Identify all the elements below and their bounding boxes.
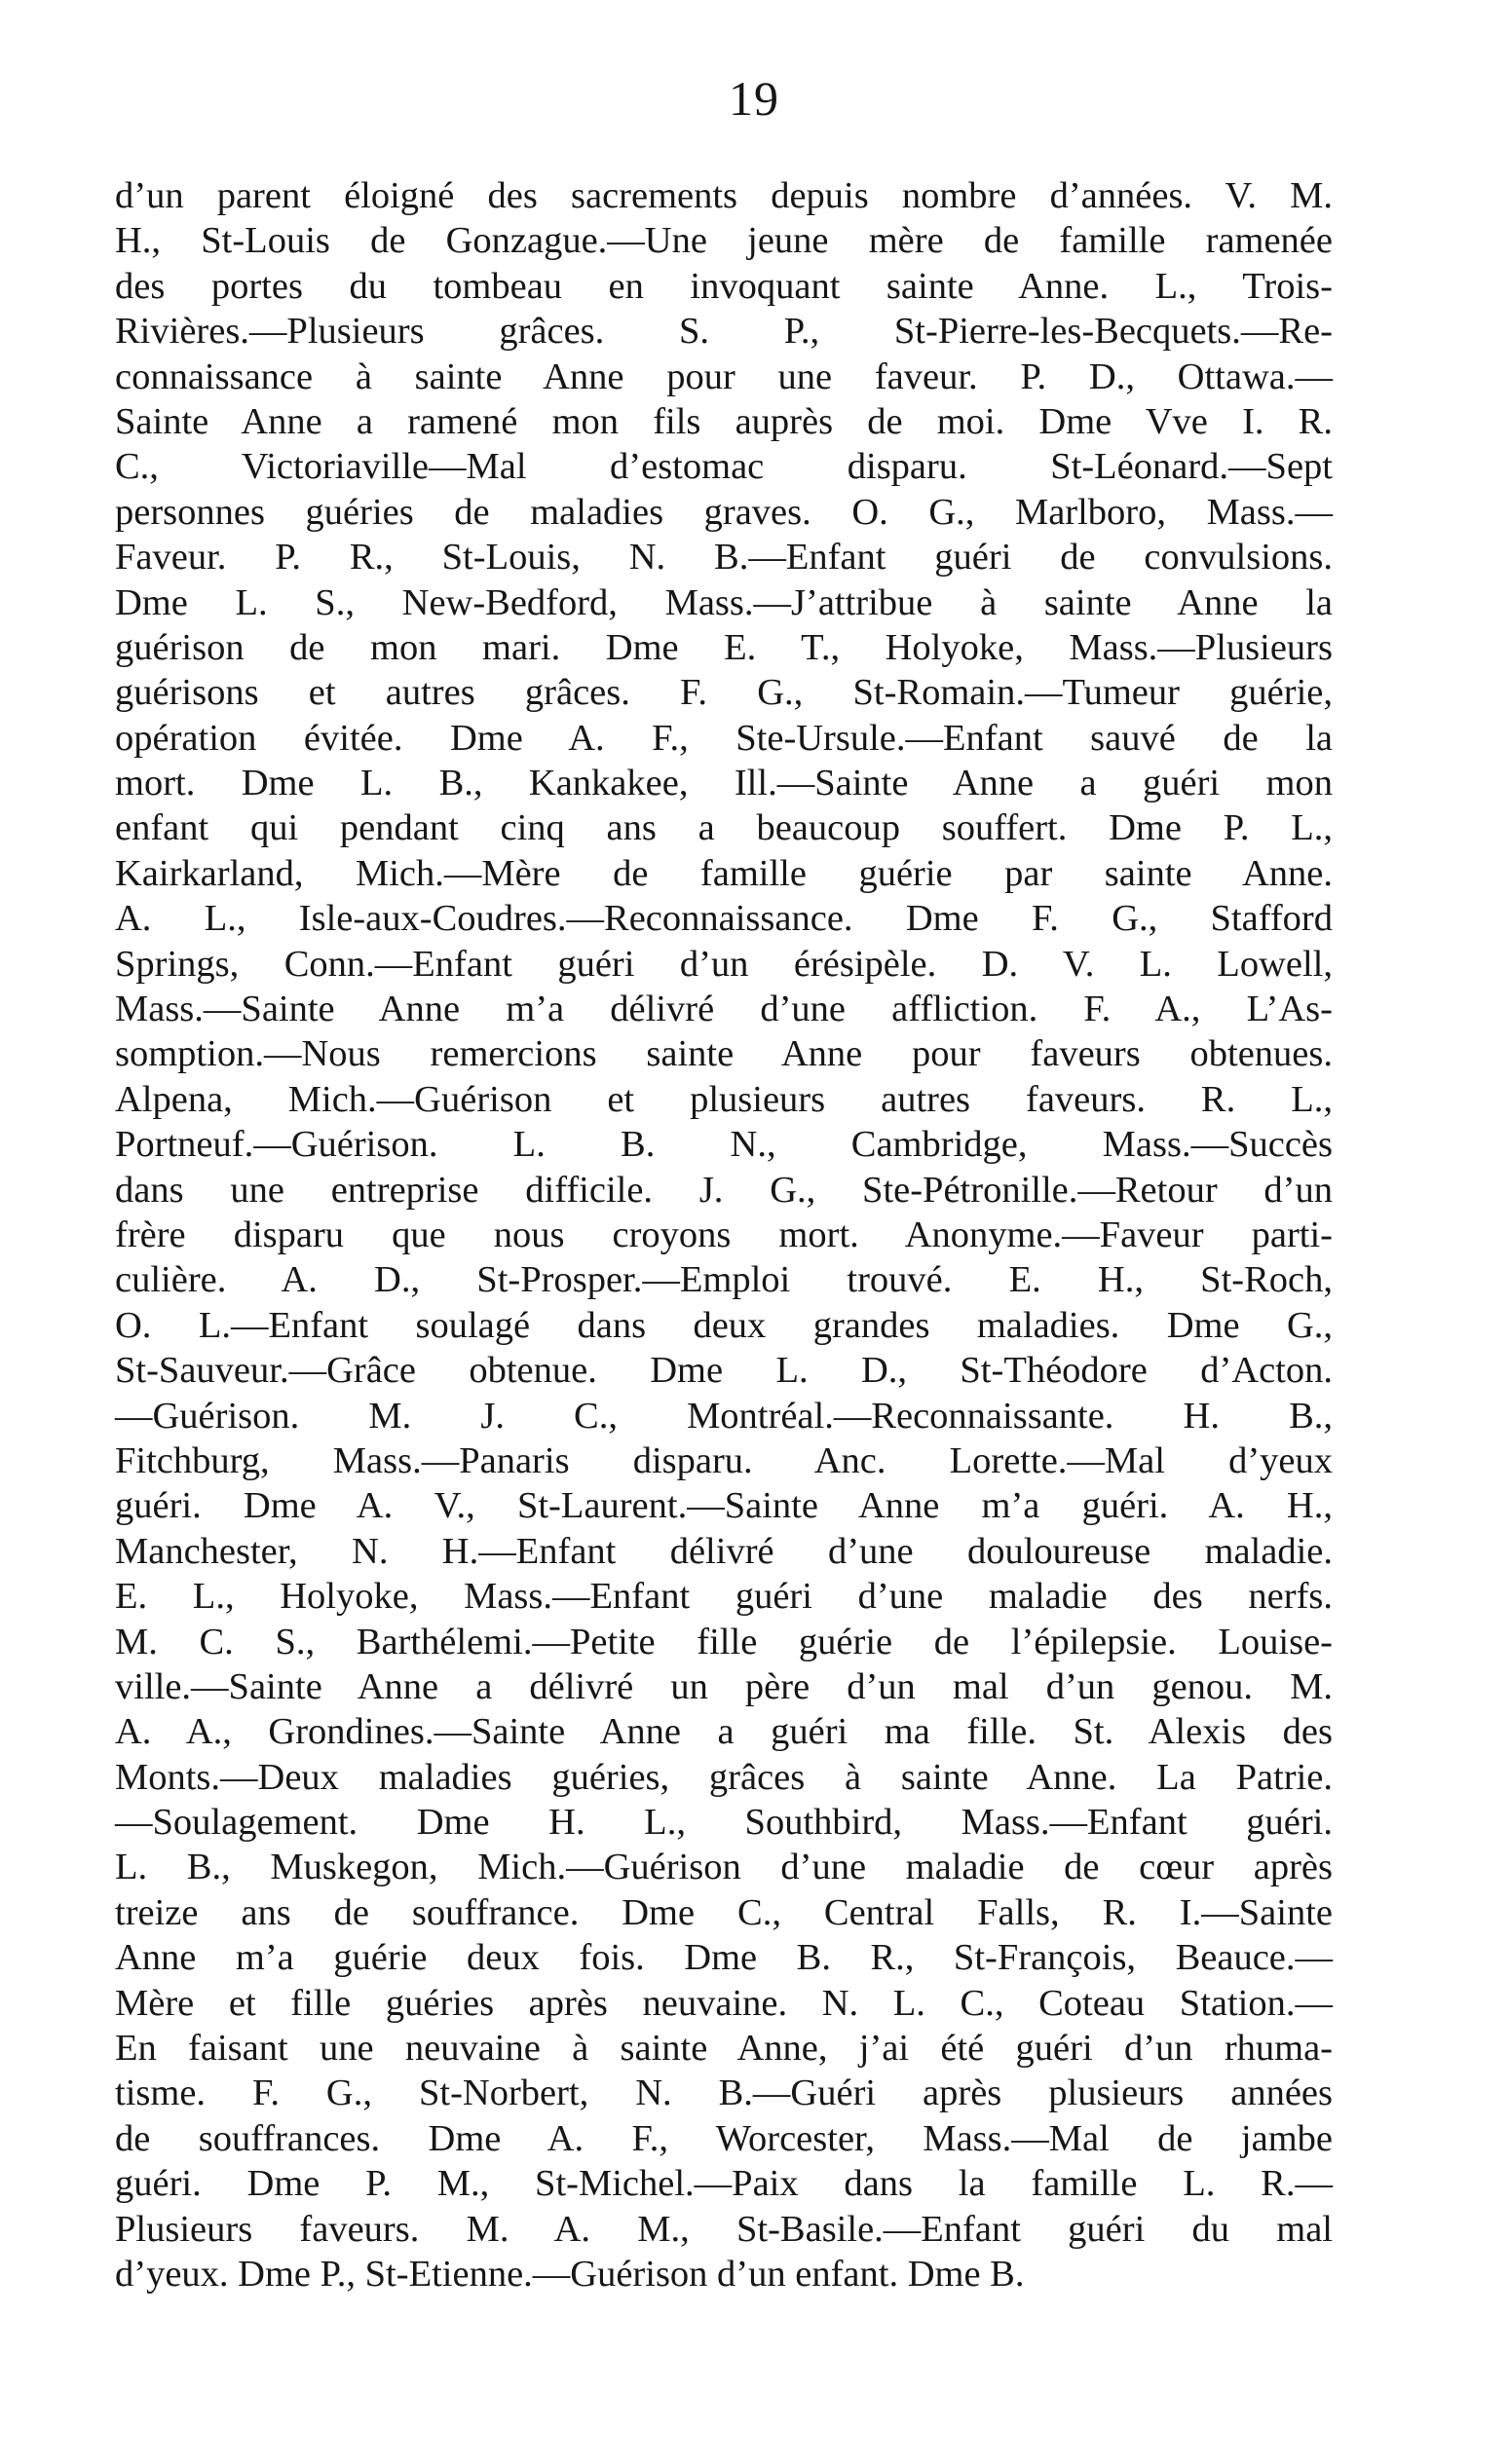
text-line: Portneuf.—Guérison. L. B. N., Cambridge, Mass.—Succès — [115, 1124, 1333, 1166]
text-line: Mass.—Sainte Anne m’a délivré d’une affliction. F. A., L’As- — [115, 989, 1333, 1030]
text-line: M. C. S., Barthélemi.—Petite fille guérie de l’épilepsie. Louise- — [115, 1621, 1333, 1662]
text-line: guérisons et autres grâces. F. G., St-Romain.—Tumeur guérie, — [115, 672, 1333, 714]
text-line: Rivières.—Plusieurs grâces. S. P., St-Pierre-les-Becquets.—Re- — [115, 311, 1333, 353]
text-line: Dme L. S., New-Bedford, Mass.—J’attribue à sainte Anne la — [115, 581, 1333, 623]
text-line: A. A., Grondines.—Sainte Anne a guéri ma fille. St. Alexis des — [115, 1711, 1333, 1753]
text-line: Kairkarland, Mich.—Mère de famille guérie par sainte Anne. — [115, 852, 1333, 894]
text-line: Manchester, N. H.—Enfant délivré d’une douloureuse maladie. — [115, 1530, 1333, 1572]
text-line: Alpena, Mich.—Guérison et plusieurs autres faveurs. R. L., — [115, 1078, 1333, 1120]
text-line: guéri. Dme A. V., St-Laurent.—Sainte Anne m’a guéri. A. H., — [115, 1485, 1333, 1527]
text-line: des portes du tombeau en invoquant sainte Anne. L., Trois- — [115, 265, 1333, 307]
text-line: tisme. F. G., St-Norbert, N. B.—Guéri après plusieurs années — [115, 2072, 1333, 2114]
text-line: Monts.—Deux maladies guéries, grâces à sainte Anne. La Patrie. — [115, 1756, 1333, 1798]
text-line: de souffrances. Dme A. F., Worcester, Mass.—Mal de jambe — [115, 2117, 1333, 2159]
text-line: O. L.—Enfant soulagé dans deux grandes maladies. Dme G., — [115, 1304, 1333, 1346]
text-line: dans une entreprise difficile. J. G., Ste-Pétronille.—Retour d’un — [115, 1169, 1333, 1211]
page-text — [115, 173, 1333, 2296]
text-line: opération évitée. Dme A. F., Ste-Ursule.—Enfant sauvé de la — [115, 717, 1333, 759]
text-line: Sainte Anne a ramené mon fils auprès de moi. Dme Vve I. R. — [115, 400, 1333, 442]
text-line: d’yeux. Dme P., St-Etienne.—Guérison d’un enfant. Dme B. — [115, 2253, 1025, 2295]
text-line: Plusieurs faveurs. M. A. M., St-Basile.—Enfant guéri du mal — [115, 2208, 1333, 2250]
text-line: guéri. Dme P. M., St-Michel.—Paix dans la famille L. R.— — [115, 2163, 1333, 2205]
text-line: enfant qui pendant cinq ans a beaucoup souffert. Dme P. L., — [115, 807, 1333, 849]
text-line: d’un parent éloigné des sacrements depuis nombre d’années. V. M. — [115, 175, 1333, 216]
text-line: E. L., Holyoke, Mass.—Enfant guéri d’une maladie des nerfs. — [115, 1576, 1333, 1618]
text-line: Anne m’a guérie deux fois. Dme B. R., St-François, Beauce.— — [115, 1937, 1333, 1979]
page-number: 19 — [729, 71, 779, 126]
text-line: somption.—Nous remercions sainte Anne pour faveurs obtenues. — [115, 1033, 1333, 1075]
text-line: guérison de mon mari. Dme E. T., Holyoke, Mass.—Plusieurs — [115, 626, 1333, 668]
text-line: L. B., Muskegon, Mich.—Guérison d’une maladie de cœur après — [115, 1847, 1333, 1888]
text-line: culière. A. D., St-Prosper.—Emploi trouvé. E. H., St-Roch, — [115, 1259, 1333, 1301]
text-line: Mère et fille guéries après neuvaine. N. L. C., Coteau Station.— — [115, 1982, 1333, 2024]
text-line: treize ans de souffrance. Dme C., Central Falls, R. I.—Sainte — [115, 1891, 1333, 1933]
text-line: A. L., Isle-aux-Coudres.—Reconnaissance. Dme F. G., Stafford — [115, 898, 1333, 940]
text-line: Faveur. P. R., St-Louis, N. B.—Enfant guéri de convulsions. — [115, 537, 1333, 579]
text-line: personnes guéries de maladies graves. O. G., Marlboro, Mass.— — [115, 491, 1333, 533]
text-line: H., St-Louis de Gonzague.—Une jeune mère de famille ramenée — [115, 220, 1333, 262]
text-line: C., Victoriaville—Mal d’estomac disparu. St-Léonard.—Sept — [115, 446, 1333, 488]
text-line: En faisant une neuvaine à sainte Anne, j’ai été guéri d’un rhuma- — [115, 2028, 1333, 2070]
text-line: Springs, Conn.—Enfant guéri d’un érésipèle. D. V. L. Lowell, — [115, 943, 1333, 985]
text-line: St-Sauveur.—Grâce obtenue. Dme L. D., St-Théodore d’Acton. — [115, 1350, 1333, 1392]
text-line: Fitchburg, Mass.—Panaris disparu. Anc. Lorette.—Mal d’yeux — [115, 1439, 1333, 1481]
text-line: ville.—Sainte Anne a délivré un père d’un mal d’un genou. M. — [115, 1665, 1333, 1707]
text-line: frère disparu que nous croyons mort. Anonyme.—Faveur parti- — [115, 1213, 1333, 1255]
text-line: mort. Dme L. B., Kankakee, Ill.—Sainte Anne a guéri mon — [115, 763, 1333, 804]
text-line: —Guérison. M. J. C., Montréal.—Reconnaissante. H. B., — [115, 1395, 1333, 1437]
text-line: —Soulagement. Dme H. L., Southbird, Mass.—Enfant guéri. — [115, 1802, 1333, 1844]
text-line: connaissance à sainte Anne pour une faveur. P. D., Ottawa.— — [115, 355, 1333, 397]
